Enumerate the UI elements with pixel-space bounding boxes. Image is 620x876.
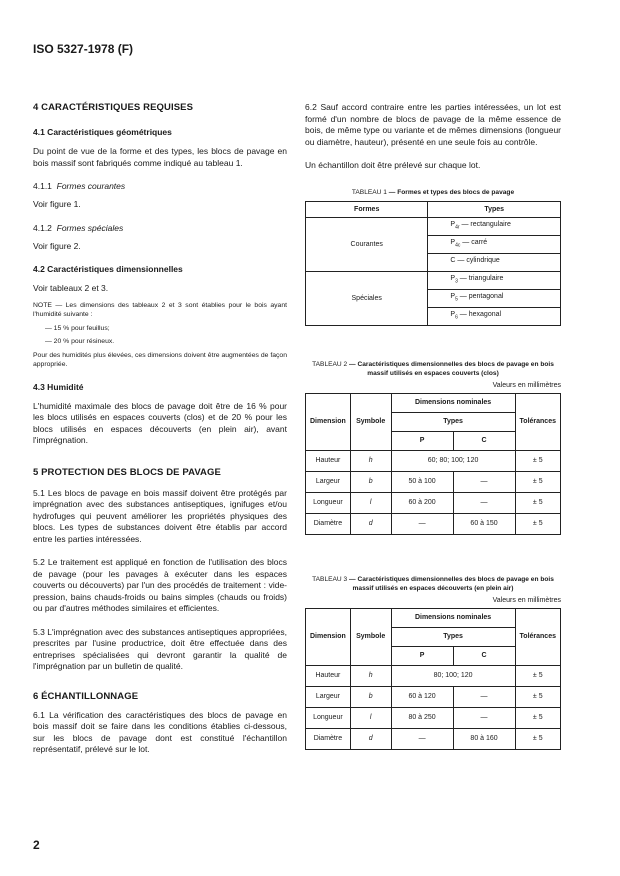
- page-number: 2: [33, 838, 40, 852]
- table-2-header-tolerances: Tolérances: [515, 393, 560, 450]
- table-row: Longueur l 80 à 250 — ± 5: [306, 707, 561, 728]
- table-1-label: TABLEAU 1: [351, 188, 387, 196]
- table-3-label: TABLEAU 3: [312, 575, 348, 583]
- table-3-header-dimnom: Dimensions nominales: [391, 608, 515, 627]
- section-4-1-1-title: [33, 181, 287, 191]
- table-3-header-symbole: Symbole: [350, 608, 391, 665]
- table-row: Hauteur h 80; 100; 120 ± 5: [306, 665, 561, 686]
- section-5-1-text: 5.1 Les blocs de pavage en bois massif doivent être protégés par imprégnation avec des substances antiseptiques, ignifuges et/ou hydrofuges qui peuvent améliorer les propriétés physiques des blocs. Les types de substances doivent être établis par accord entre les parties intéressées.: [33, 487, 287, 544]
- left-column: [33, 102, 287, 768]
- section-6-1-text: 6.1 La vérification des caractéristiques des blocs de pavage en bois massif doit se faire dans les conditions établies ci-dessous, sur les blocs de pavage dont est constitué l'échantillon représentatif, prélevé sur le lot.: [33, 709, 287, 754]
- table-1-type: $P_3$ — triangulaire: [428, 271, 561, 289]
- table-1-group-speciales: Spéciales: [306, 271, 428, 325]
- table-1-type: $P_5$ — pentagonal: [428, 289, 561, 307]
- table-3-header-dimension: Dimension: [306, 608, 351, 665]
- note-after-text: Pour des humidités plus élevées, ces dimensions doivent être augmentées de façon appropriée.: [33, 351, 287, 368]
- note-item-feuillus: — 15 % pour feuillus;: [45, 324, 110, 332]
- section-6-title: 6 ÉCHANTILLONNAGE: [33, 690, 139, 702]
- section-4-1-1-text: Voir figure 1.: [33, 199, 81, 209]
- section-6-2-text-2: Un échantillon doit être prélevé sur chaque lot.: [305, 160, 481, 170]
- note-text: NOTE — Les dimensions des tableaux 2 et 3 sont établies pour le bois ayant l'humidité suivante :: [33, 301, 287, 318]
- table-row: Diamètre d — 80 à 160 ± 5: [306, 728, 561, 749]
- table-row: Diamètre d — 60 à 150 ± 5: [306, 513, 561, 534]
- table-1-header-types: Types: [428, 201, 561, 217]
- table-3-header-p: P: [391, 646, 453, 665]
- table-1-title: — Formes et types des blocs de pavage: [388, 188, 515, 196]
- table-2-header-types: Types: [391, 412, 515, 431]
- table-2: [305, 393, 561, 535]
- table-3-title: — Caractéristiques dimensionnelles des blocs de pavage en bois massif utilisés en espaces découverts (en plein air): [349, 575, 554, 592]
- section-5-2-text: 5.2 Le traitement est appliqué en fonction de l'utilisation des blocs de pavage (pour les pavages à exécuter dans les espaces couverts ou découverts) par l'un des procédés de traitement : vide-pression, bains chauds-froids ou bains simples (chauds ou froids) ou par d'autres méthodes similaires et efficientes.: [33, 557, 287, 613]
- section-4-1-2-title: [33, 223, 287, 233]
- table-2-header-symbole: Symbole: [350, 393, 391, 450]
- table-3-header-tolerances: Tolérances: [515, 608, 560, 665]
- section-4-1-2-name: Formes spéciales: [56, 222, 124, 233]
- table-1-group-courantes: Courantes: [306, 217, 428, 271]
- table-row: Largeur b 60 à 120 — ± 5: [306, 686, 561, 707]
- table-2-title: — Caractéristiques dimensionnelles des blocs de pavage en bois massif utilisés en espaces couverts (clos): [349, 360, 554, 377]
- table-3-header-c: C: [453, 646, 515, 665]
- table-1: [305, 201, 561, 326]
- table-row: Hauteur h 60; 80; 100; 120 ± 5: [306, 450, 561, 471]
- section-4-1-1-name: Formes courantes: [56, 181, 126, 191]
- table-3-caption: [305, 575, 561, 593]
- section-4-2-title: 4.2 Caractéristiques dimensionnelles: [33, 264, 183, 274]
- table-row: [306, 271, 561, 289]
- table-2-label: TABLEAU 2: [312, 360, 348, 368]
- section-4-title: 4 CARACTÉRISTIQUES REQUISES: [33, 102, 194, 113]
- table-row: Longueur l 60 à 200 — ± 5: [306, 492, 561, 513]
- section-5-3-text: 5.3 L'imprégnation avec des substances antiseptiques appropriées, prescrites par l'usine productrice, doit être effectuée dans des entreprises spécialisées qui devront garantir la qualité de l'imprégnation par un bulletin de qualité.: [33, 626, 287, 671]
- section-6-2-text: 6.2 Sauf accord contraire entre les parties intéressées, un lot est formé d'un nombre de blocs de pavage de la même essence de bois, de même type ou variante et de mêmes dimensions (longueur ou diamètre, hauteur), présenté en une seule fois au contrôle.: [305, 102, 561, 147]
- section-4-2-text: Voir tableaux 2 et 3.: [33, 283, 109, 293]
- section-4-1-text: Du point de vue de la forme et des types, les blocs de pavage en bois massif sont fabriqués comme indiqué au tableau 1.: [33, 146, 287, 168]
- table-2-header-dimnom: Dimensions nominales: [391, 393, 515, 412]
- table-2-units: Valeurs en millimètres: [492, 381, 561, 389]
- section-4-3-text: L'humidité maximale des blocs de pavage doit être de 16 % pour les blocs utilisés en espaces couverts (clos) et de 20 % pour les blocs utilisés en espaces découverts (en plein air), avant l'imprégnation.: [33, 400, 287, 445]
- table-1-type: $P_6$ — hexagonal: [428, 307, 561, 325]
- table-2-header-dimension: Dimension: [306, 393, 351, 450]
- table-1-header-formes: Formes: [306, 201, 428, 217]
- section-4-3-title: 4.3 Humidité: [33, 381, 84, 392]
- section-5-title: 5 PROTECTION DES BLOCS DE PAVAGE: [33, 466, 221, 478]
- table-3-units: Valeurs en millimètres: [492, 596, 561, 604]
- right-column: [305, 102, 561, 750]
- document-header: ISO 5327-1978 (F): [33, 42, 134, 56]
- table-3-header-types: Types: [391, 627, 515, 646]
- table-2-header-c: C: [453, 431, 515, 450]
- table-2-caption: [305, 360, 561, 378]
- table-row: Largeur b 50 à 100 — ± 5: [306, 471, 561, 492]
- section-4-1-2-number: 4.1.2: [33, 222, 52, 233]
- table-1-type: $P_{4r}$ — rectangulaire: [428, 217, 561, 235]
- table-1-type: $P_{4c}$ — carré: [428, 235, 561, 253]
- table-2-header-p: P: [391, 431, 453, 450]
- section-4-1-1-number: 4.1.1: [33, 181, 52, 191]
- section-4-1-title: 4.1 Caractéristiques géométriques: [33, 127, 172, 137]
- note-item-resineux: — 20 % pour résineux.: [45, 338, 115, 345]
- table-1-type: C — cylindrique: [428, 253, 561, 271]
- table-3: [305, 608, 561, 750]
- section-4-1-2-text: Voir figure 2.: [33, 240, 81, 251]
- table-1-caption: [305, 188, 561, 197]
- table-row: [306, 217, 561, 235]
